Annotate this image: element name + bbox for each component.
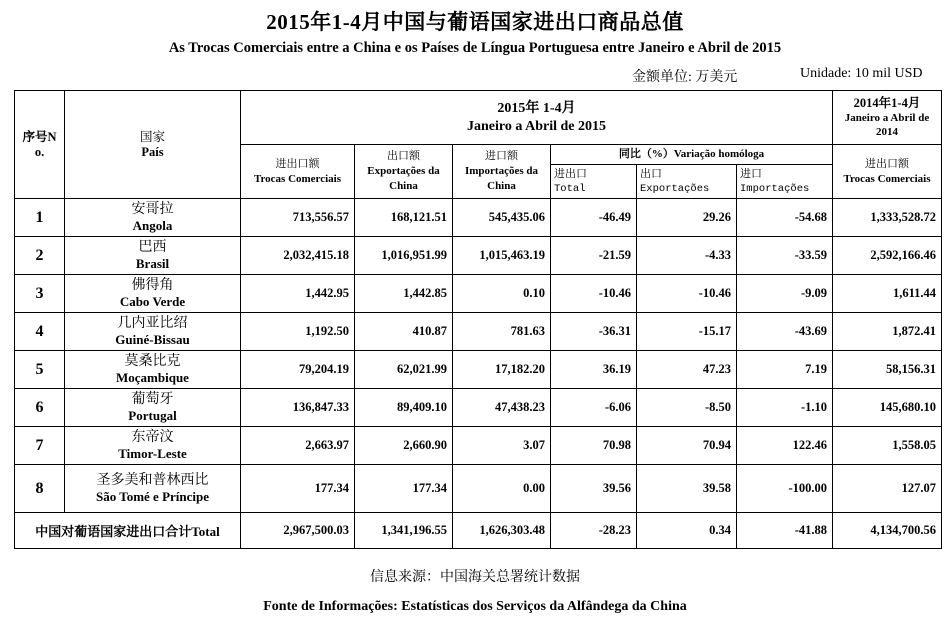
row-trade: 79,204.19 (241, 351, 355, 389)
row-var-total: 39.56 (551, 465, 637, 513)
total-var-total: -28.23 (551, 513, 637, 549)
row-trade: 713,556.57 (241, 199, 355, 237)
page-title: 2015年1-4月中国与葡语国家进出口商品总值 (266, 10, 684, 34)
country-name-cn: 圣多美和普林西比 (96, 473, 209, 488)
row-trade: 1,442.95 (241, 275, 355, 313)
table-row (15, 351, 942, 389)
total-exports: 1,341,196.55 (355, 513, 453, 549)
country-name-cn: 东帝汶 (131, 430, 174, 445)
header-var-exports: 出口 Exportações (637, 165, 737, 199)
row-var-exports: -8.50 (637, 389, 737, 427)
row-trade: 136,847.33 (241, 389, 355, 427)
row-prev-trade: 127.07 (833, 465, 942, 513)
row-index: 7 (15, 427, 65, 465)
country-name-pt: Brasil (135, 256, 170, 271)
row-prev-trade: 145,680.10 (833, 389, 942, 427)
table-row (15, 313, 942, 351)
row-index: 4 (15, 313, 65, 351)
country-name-pt: Guiné-Bissau (115, 332, 190, 347)
country-name-pt: Cabo Verde (119, 294, 186, 309)
total-var-imports: -41.88 (737, 513, 833, 549)
row-exports: 1,016,951.99 (355, 237, 453, 275)
total-label: 中国对葡语国家进出口合计Total (15, 513, 241, 549)
row-exports: 1,442.85 (355, 275, 453, 313)
row-var-total: -46.49 (551, 199, 637, 237)
row-index: 5 (15, 351, 65, 389)
header-index: 序号N o. (15, 91, 65, 199)
total-prev-trade: 4,134,700.56 (833, 513, 942, 549)
row-var-total: -6.06 (551, 389, 637, 427)
row-var-imports: -54.68 (737, 199, 833, 237)
header-period-2015: 2015年 1-4月 Janeiro a Abril de 2015 (241, 91, 833, 145)
row-exports: 89,409.10 (355, 389, 453, 427)
row-prev-trade: 1,611.44 (833, 275, 942, 313)
country-name-pt: Moçambique (116, 370, 189, 385)
row-var-exports: -10.46 (637, 275, 737, 313)
row-country (65, 465, 241, 513)
header-prev-trade: 进出口额 Trocas Comerciais (833, 145, 942, 199)
table-row (15, 389, 942, 427)
country-name-pt: Portugal (128, 408, 177, 423)
row-country (65, 351, 241, 389)
country-name-pt: São Tomé e Príncipe (95, 489, 210, 504)
row-exports: 2,660.90 (355, 427, 453, 465)
country-name-cn: 佛得角 (131, 278, 174, 293)
row-exports: 62,021.99 (355, 351, 453, 389)
country-name-cn: 莫桑比克 (124, 354, 181, 369)
row-var-exports: 39.58 (637, 465, 737, 513)
row-country (65, 199, 241, 237)
row-prev-trade: 1,333,528.72 (833, 199, 942, 237)
row-trade: 177.34 (241, 465, 355, 513)
total-var-exports: 0.34 (637, 513, 737, 549)
header-variation: 同比（%）Variação homóloga (551, 145, 833, 165)
row-index: 1 (15, 199, 65, 237)
total-imports: 1,626,303.48 (453, 513, 551, 549)
header-country: 国家 País (65, 91, 241, 199)
row-var-imports: -43.69 (737, 313, 833, 351)
row-var-total: 36.19 (551, 351, 637, 389)
row-var-total: -10.46 (551, 275, 637, 313)
row-exports: 410.87 (355, 313, 453, 351)
row-prev-trade: 58,156.31 (833, 351, 942, 389)
source-pt: Fonte de Informações: Estatísticas dos Serviços da Alfândega da China (263, 599, 687, 614)
total-trade: 2,967,500.03 (241, 513, 355, 549)
row-index: 3 (15, 275, 65, 313)
header-period-2014: 2014年1-4月 Janeiro a Abril de 2014 (833, 91, 942, 145)
row-var-total: 70.98 (551, 427, 637, 465)
row-index: 6 (15, 389, 65, 427)
row-var-imports: 7.19 (737, 351, 833, 389)
row-index: 8 (15, 465, 65, 513)
row-imports: 781.63 (453, 313, 551, 351)
row-imports: 17,182.20 (453, 351, 551, 389)
row-var-exports: 29.26 (637, 199, 737, 237)
row-trade: 2,032,415.18 (241, 237, 355, 275)
row-var-imports: -100.00 (737, 465, 833, 513)
country-name-pt: Angola (132, 218, 173, 233)
row-var-exports: -15.17 (637, 313, 737, 351)
row-imports: 545,435.06 (453, 199, 551, 237)
row-imports: 47,438.23 (453, 389, 551, 427)
row-imports: 0.00 (453, 465, 551, 513)
row-country (65, 237, 241, 275)
table-row (15, 237, 942, 275)
header-imports: 进口额 Importações da China (453, 145, 551, 199)
row-prev-trade: 2,592,166.46 (833, 237, 942, 275)
table-row (15, 199, 942, 237)
row-imports: 0.10 (453, 275, 551, 313)
table-row (15, 465, 942, 513)
row-var-imports: -9.09 (737, 275, 833, 313)
source-cn: 信息来源：中国海关总署统计数据 (370, 570, 580, 585)
country-name-pt: Timor-Leste (118, 446, 187, 461)
row-imports: 3.07 (453, 427, 551, 465)
unit-label-cn: 金额单位: 万美元 (632, 70, 738, 85)
total-row (15, 513, 942, 549)
row-prev-trade: 1,872.41 (833, 313, 942, 351)
row-exports: 168,121.51 (355, 199, 453, 237)
row-var-exports: 47.23 (637, 351, 737, 389)
table-row (15, 427, 942, 465)
row-prev-trade: 1,558.05 (833, 427, 942, 465)
row-country (65, 275, 241, 313)
row-var-exports: -4.33 (637, 237, 737, 275)
row-trade: 1,192.50 (241, 313, 355, 351)
table-row (15, 275, 942, 313)
header-var-total: 进出口 Total (551, 165, 637, 199)
row-var-total: -36.31 (551, 313, 637, 351)
row-country (65, 313, 241, 351)
country-name-cn: 葡萄牙 (131, 392, 174, 407)
row-var-exports: 70.94 (637, 427, 737, 465)
row-country (65, 389, 241, 427)
header-trade: 进出口额 Trocas Comerciais (241, 145, 355, 199)
row-var-total: -21.59 (551, 237, 637, 275)
page-subtitle: As Trocas Comerciais entre a China e os Países de Língua Portuguesa entre Janeiro e Abril de 2015 (168, 40, 782, 56)
row-index: 2 (15, 237, 65, 275)
unit-label-pt: Unidade: 10 mil USD (800, 66, 923, 81)
unit-row (0, 66, 950, 86)
country-name-cn: 巴西 (138, 240, 167, 255)
country-name-cn: 安哥拉 (131, 202, 174, 217)
country-name-cn: 几内亚比绍 (117, 316, 188, 331)
row-exports: 177.34 (355, 465, 453, 513)
header-var-imports: 进口 Importações (737, 165, 833, 199)
row-var-imports: -33.59 (737, 237, 833, 275)
row-var-imports: 122.46 (737, 427, 833, 465)
row-trade: 2,663.97 (241, 427, 355, 465)
row-country (65, 427, 241, 465)
header-exports: 出口额 Exportações da China (355, 145, 453, 199)
row-var-imports: -1.10 (737, 389, 833, 427)
row-imports: 1,015,463.19 (453, 237, 551, 275)
trade-table (14, 90, 942, 549)
